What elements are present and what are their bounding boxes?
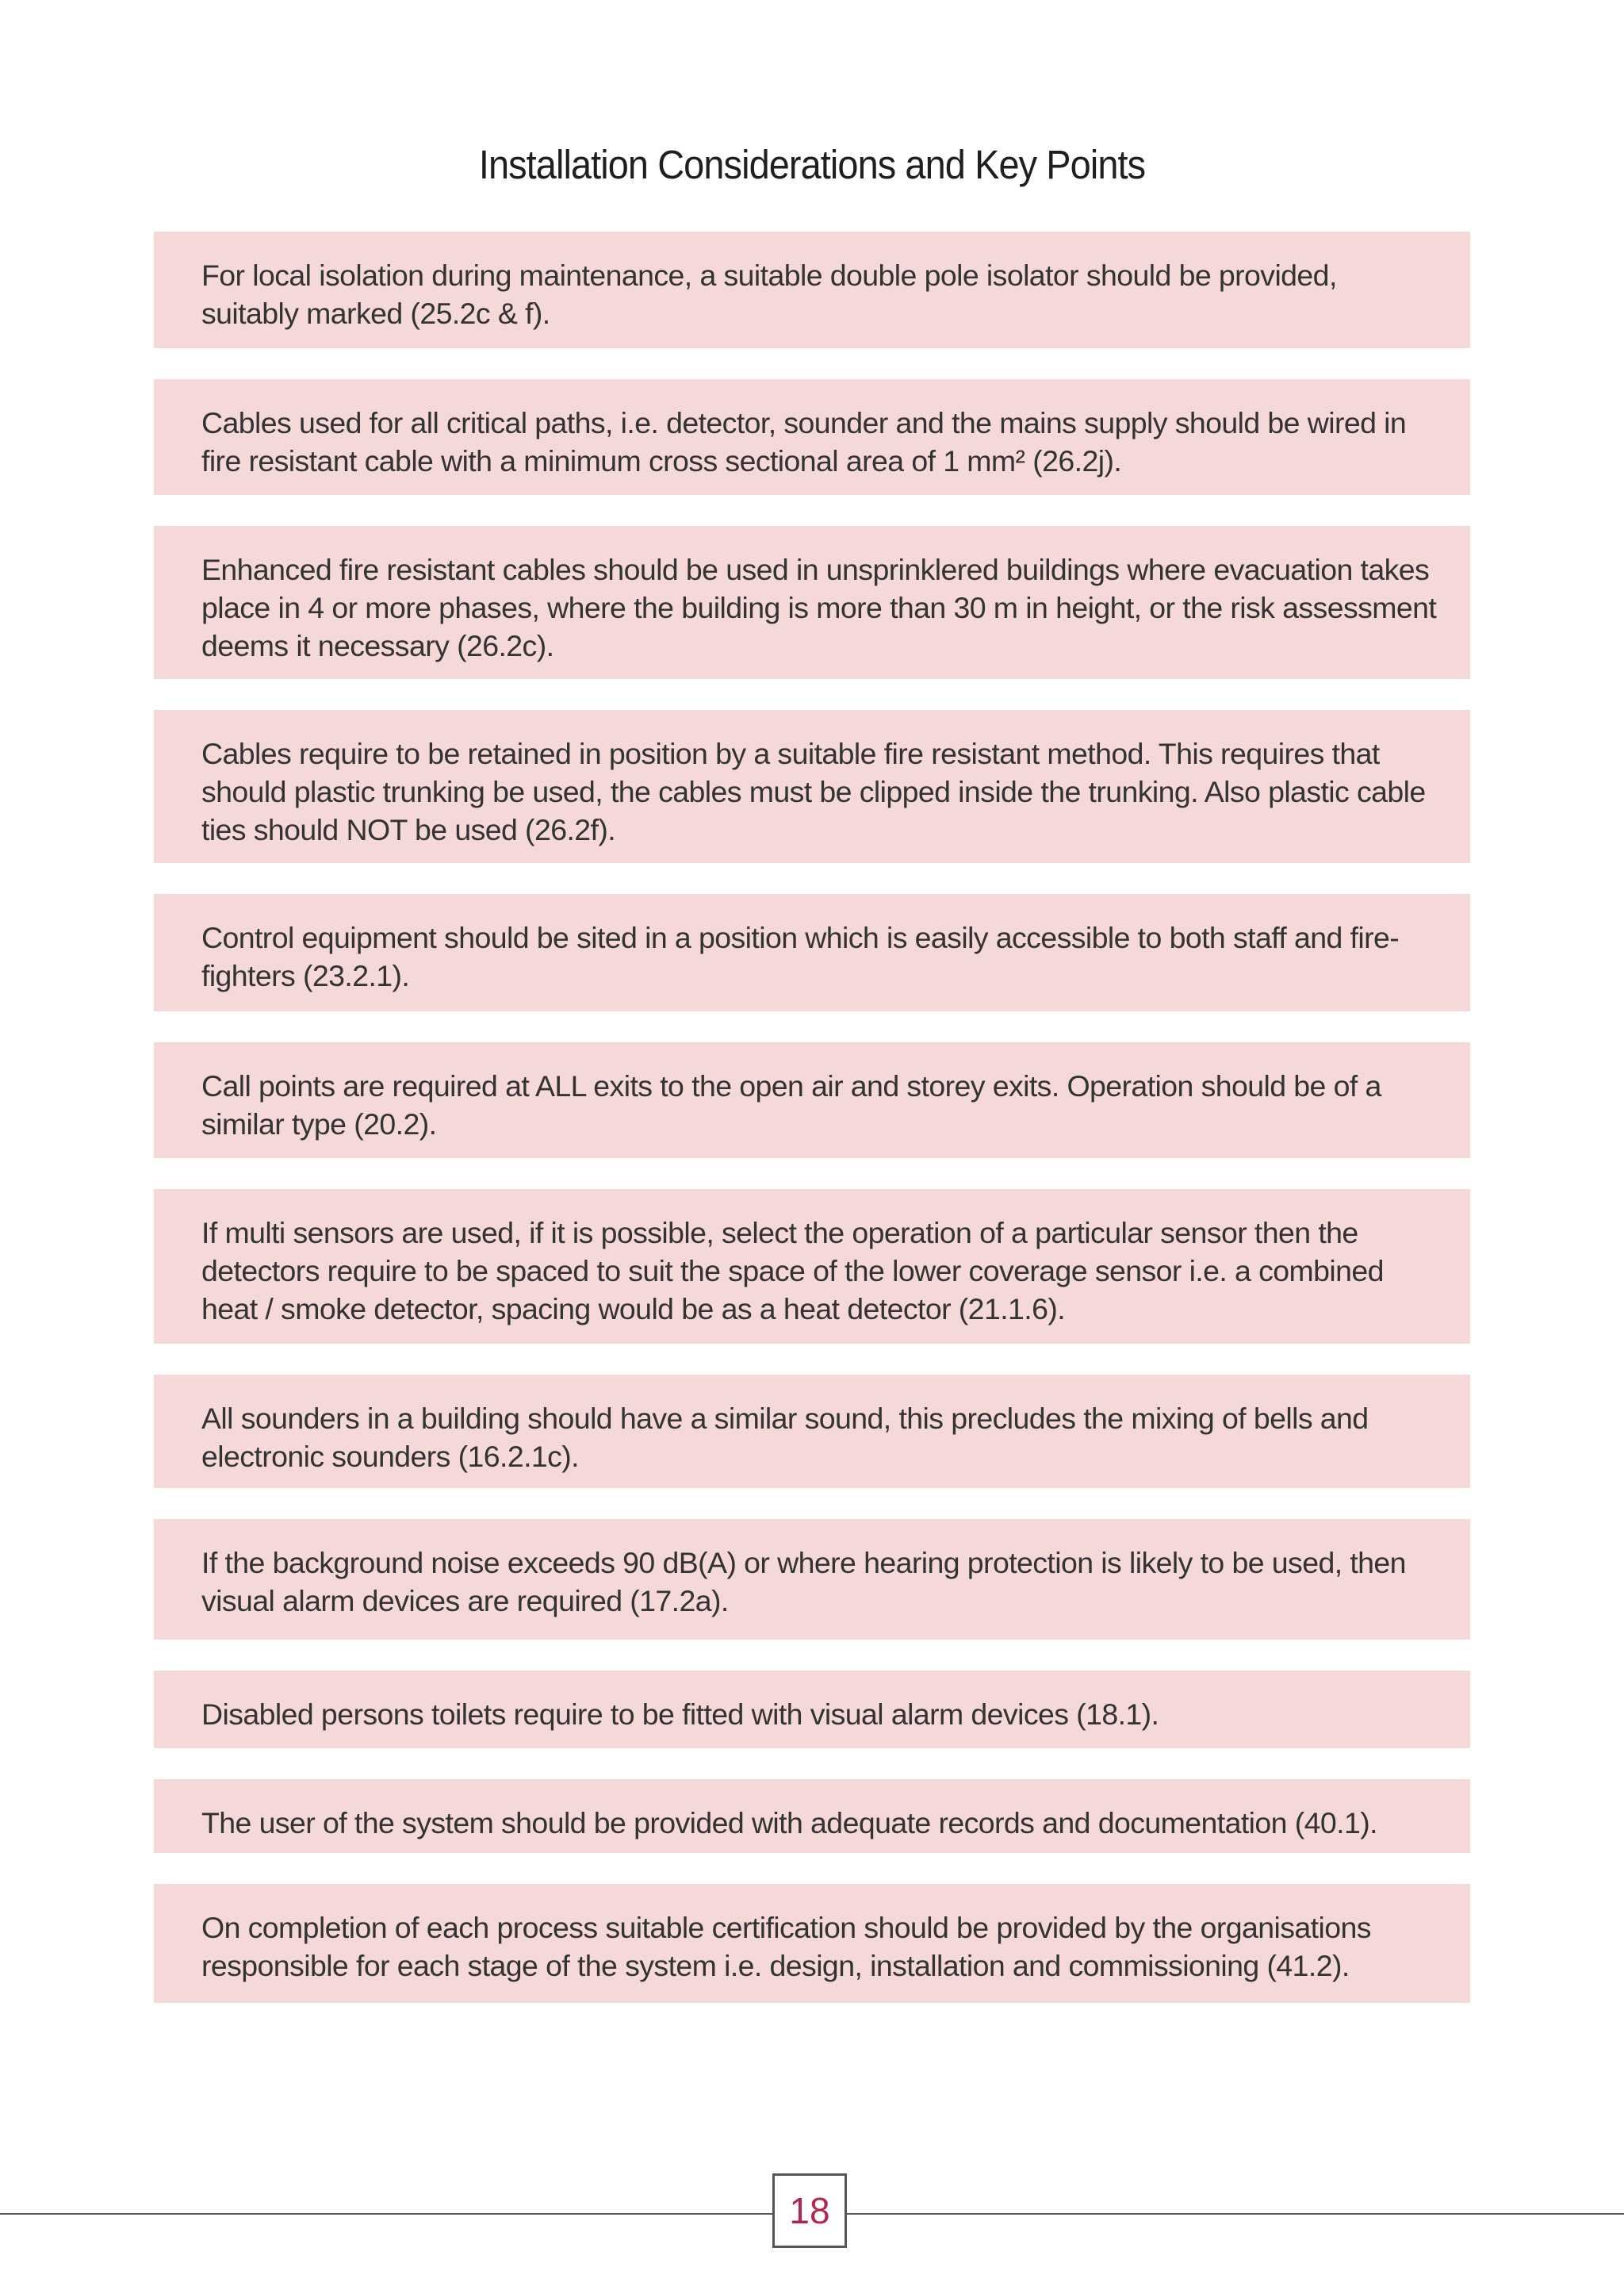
key-point-box	[154, 1189, 1470, 1344]
key-point-text: If multi sensors are used, if it is possible, select the operation of a particular sensor then the detectors require to be spaced to suit the space of the lower coverage sensor i.e. a combined heat / smoke detector, spacing would be as a heat detector (21.1.6).	[201, 1216, 1384, 1325]
key-point-box	[154, 894, 1470, 1011]
key-point-text: Cables require to be retained in position by a suitable fire resistant method. This requires that should plastic trunking be used, the cables must be clipped inside the trunking. Also plastic cable ties should NOT be used (26.2f).	[201, 737, 1426, 846]
key-point-text: Enhanced fire resistant cables should be used in unsprinklered buildings where evacuation takes place in 4 or more phases, where the building is more than 30 m in height, or the risk assessment deems it necessary (26.2c).	[201, 553, 1437, 662]
key-point-text: Cables used for all critical paths, i.e. detector, sounder and the mains supply should be wired in fire resistant cable with a minimum cross sectional area of 1 mm² (26.2j).	[201, 406, 1407, 478]
page-number-box	[772, 2173, 847, 2248]
key-point-box	[154, 710, 1470, 863]
key-point-box	[154, 1375, 1470, 1488]
key-point-text: All sounders in a building should have a similar sound, this precludes the mixing of bells and electronic sounders (16.2.1c).	[201, 1402, 1369, 1473]
key-point-box	[154, 1671, 1470, 1748]
page-title: Installation Considerations and Key Points	[478, 142, 1146, 187]
key-point-box	[154, 1519, 1470, 1640]
key-point-box	[154, 1779, 1470, 1853]
key-point-text: If the background noise exceeds 90 dB(A) or where hearing protection is likely to be used, then visual alarm devices are required (17.2a).	[201, 1546, 1406, 1617]
key-point-text: On completion of each process suitable certification should be provided by the organisations responsible for each stage of the system i.e. design, installation and commissioning (41.2).	[201, 1911, 1371, 1982]
key-point-text: Disabled persons toilets require to be fitted with visual alarm devices (18.1).	[201, 1697, 1159, 1731]
key-points-list	[154, 232, 1470, 2034]
key-point-text: The user of the system should be provided with adequate records and documentation (40.1).	[201, 1806, 1377, 1839]
page-number: 18	[789, 2190, 830, 2231]
key-point-box	[154, 232, 1470, 348]
key-point-box	[154, 526, 1470, 679]
key-point-box	[154, 379, 1470, 495]
key-point-text: For local isolation during maintenance, a suitable double pole isolator should be provided, suitably marked (25.2c & f).	[201, 259, 1337, 330]
key-point-box	[154, 1042, 1470, 1158]
key-point-box	[154, 1884, 1470, 2003]
key-point-text: Call points are required at ALL exits to the open air and storey exits. Operation should be of a similar type (20.2).	[201, 1069, 1381, 1141]
key-point-text: Control equipment should be sited in a position which is easily accessible to both staff and fire-fighters (23.2.1).	[201, 921, 1400, 992]
